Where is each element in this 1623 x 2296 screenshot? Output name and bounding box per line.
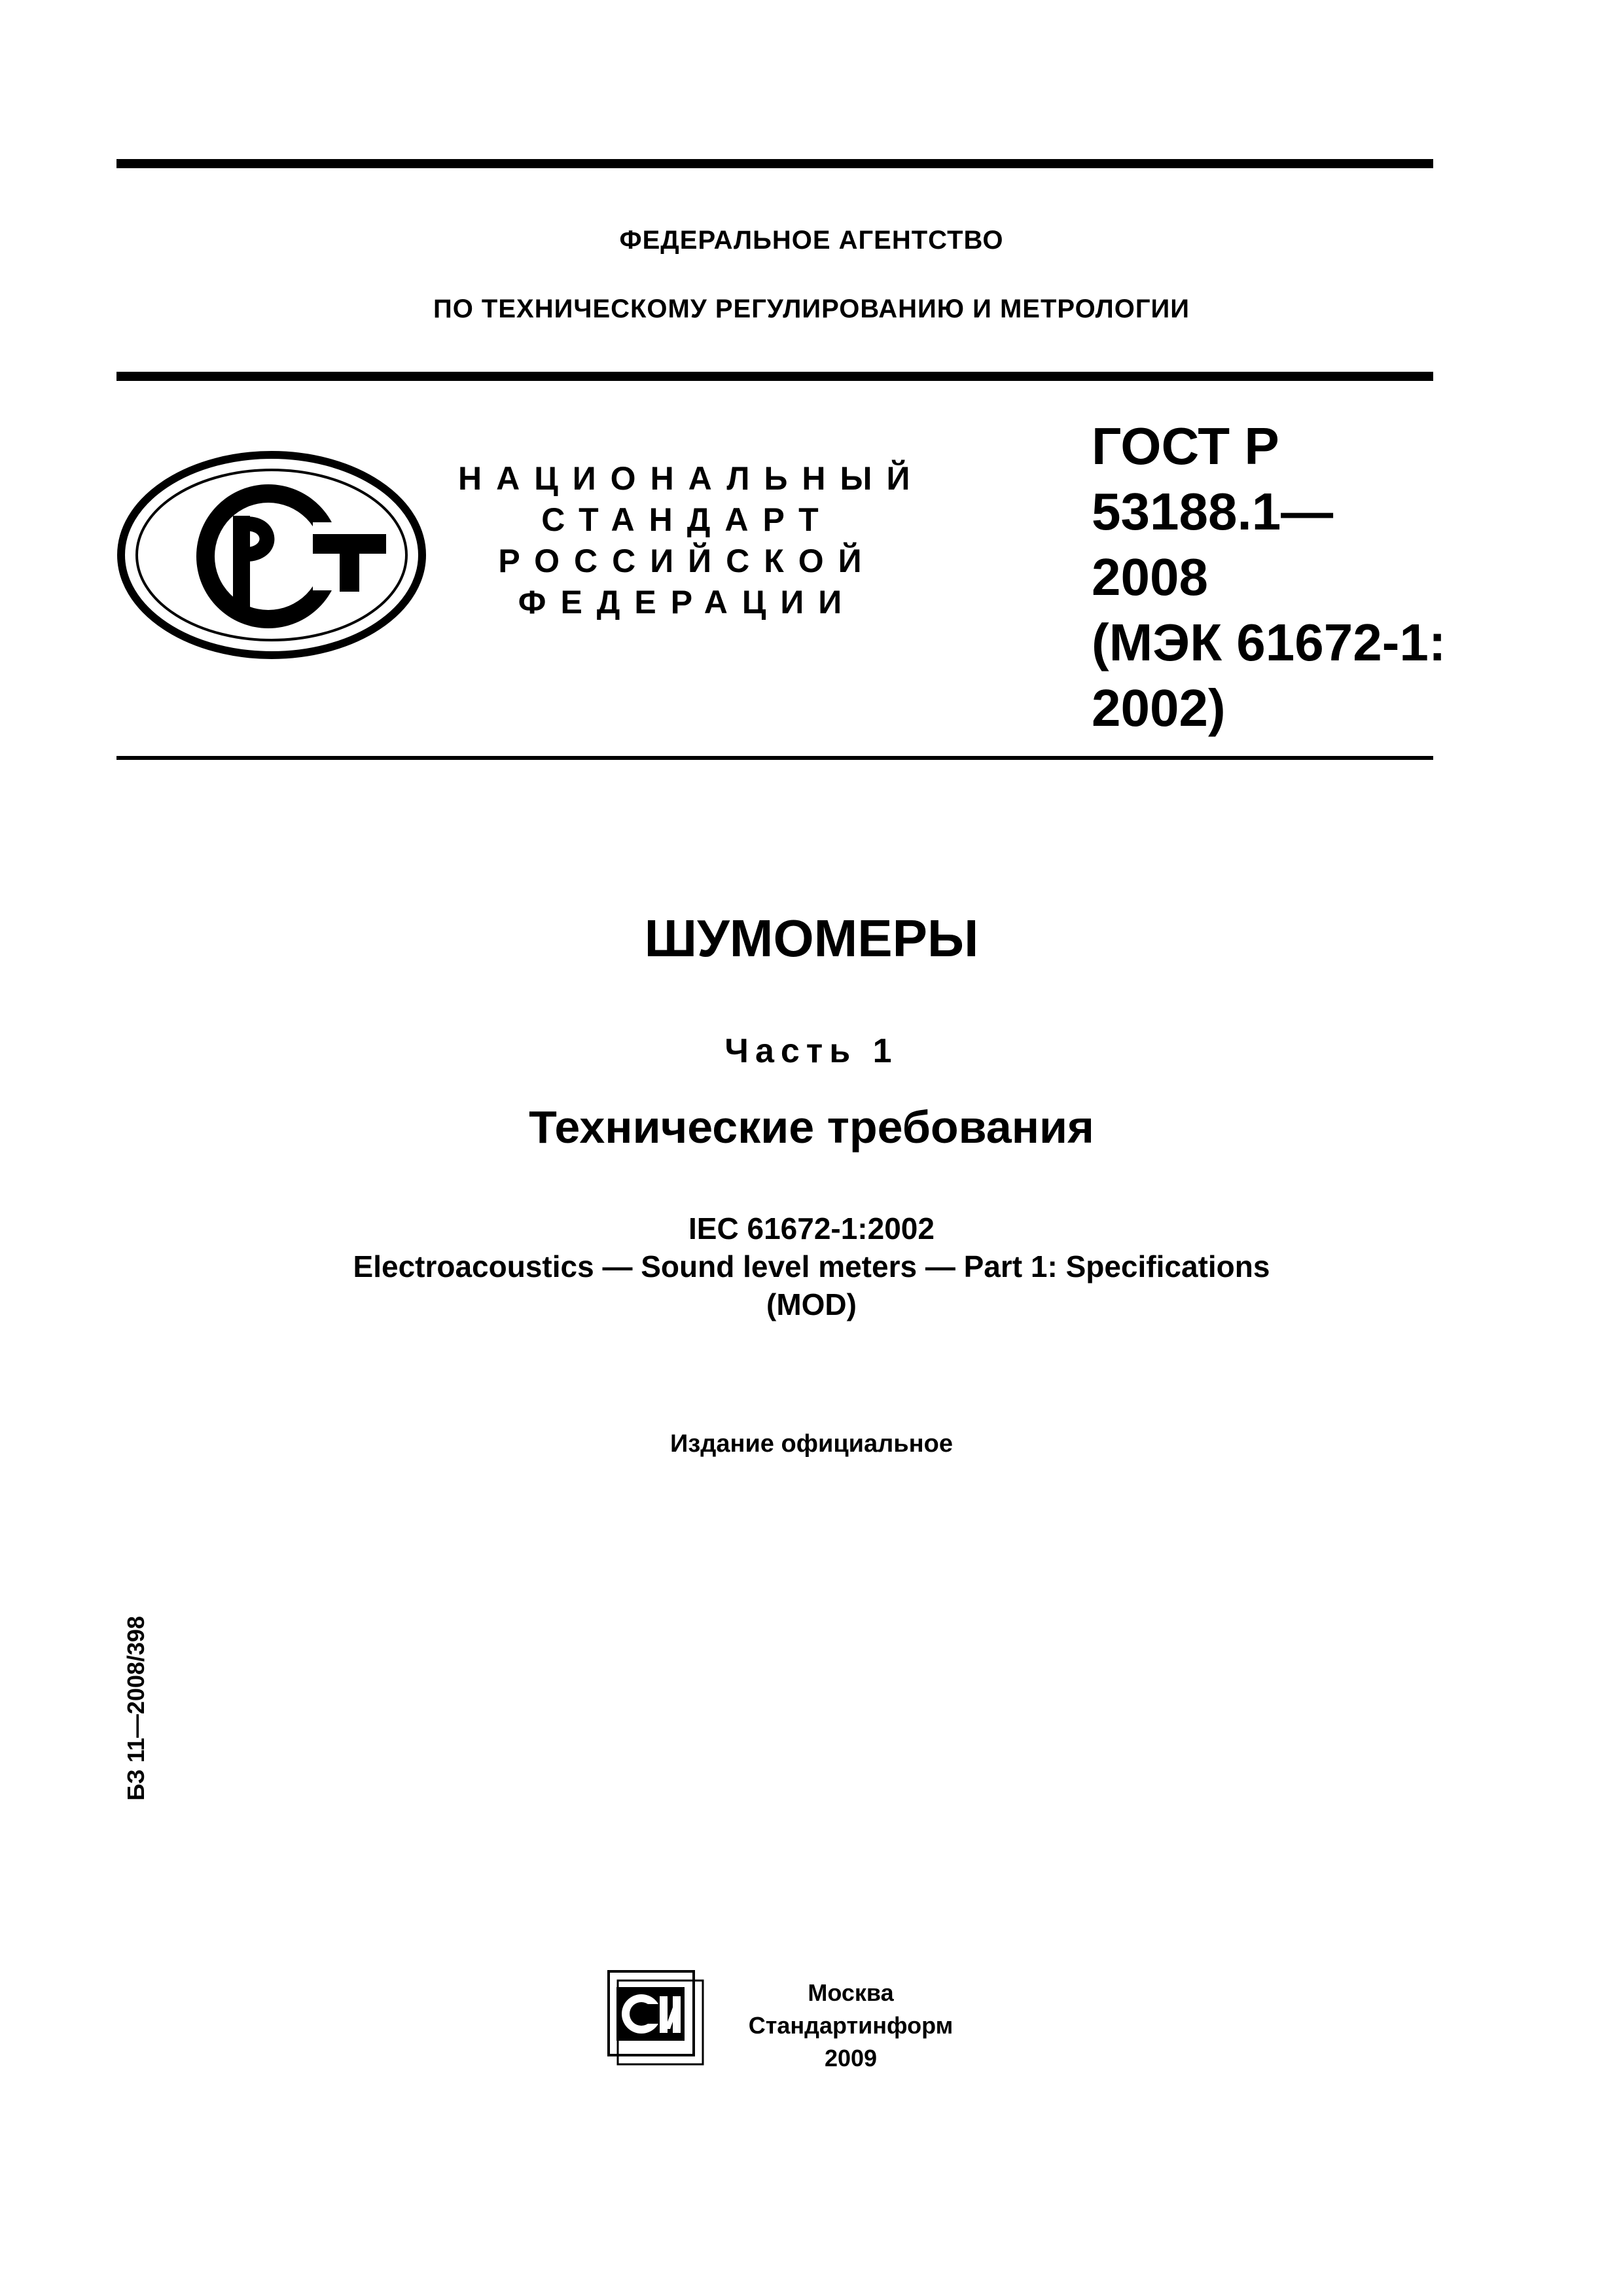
designation-line-1: ГОСТ Р: [1092, 417, 1279, 475]
publisher-block: [726, 1977, 975, 2075]
publisher-year: 2009: [824, 2045, 878, 2072]
header-bottom-rule: [116, 756, 1433, 760]
national-standard-line-1: НАЦИОНАЛЬНЫЙ: [458, 460, 925, 497]
national-standard-line-2: СТАНДАРТ: [541, 501, 833, 538]
agency-rule: [116, 372, 1433, 381]
iec-number: IEC 61672-1:2002: [688, 1211, 935, 1246]
agency-line-1: ФЕДЕРАЛЬНОЕ АГЕНТСТВО: [619, 226, 1004, 255]
edition-label: Издание официальное: [670, 1430, 953, 1458]
national-standard-block: [458, 458, 925, 623]
publisher-city: Москва: [808, 1979, 894, 2006]
national-standard-line-4: ФЕДЕРАЦИИ: [518, 584, 857, 620]
rst-mark-logo: [116, 450, 427, 660]
iec-reference: [0, 1210, 1623, 1323]
publisher-name: Стандартинформ: [748, 2012, 954, 2039]
iec-mod: (MOD): [766, 1287, 857, 1321]
standard-designation: [1092, 414, 1446, 741]
side-code: БЗ 11—2008/398: [122, 1615, 149, 1801]
standartinform-logo: [607, 1970, 705, 2068]
designation-line-2: 53188.1—: [1092, 482, 1334, 541]
document-subtitle: Технические требования: [529, 1102, 1094, 1153]
part-label: Часть 1: [724, 1032, 899, 1070]
designation-line-5: 2002): [1092, 679, 1226, 737]
document-title: ШУМОМЕРЫ: [644, 909, 979, 967]
designation-line-4: (МЭК 61672-1:: [1092, 613, 1446, 672]
national-standard-line-3: РОССИЙСКОЙ: [498, 543, 876, 579]
designation-line-3: 2008: [1092, 548, 1208, 606]
agency-line-2: ПО ТЕХНИЧЕСКОМУ РЕГУЛИРОВАНИЮ И МЕТРОЛОГИИ: [433, 295, 1190, 323]
iec-title: Electroacoustics — Sound level meters — Part 1: Specifications: [353, 1249, 1270, 1283]
top-rule: [116, 159, 1433, 168]
